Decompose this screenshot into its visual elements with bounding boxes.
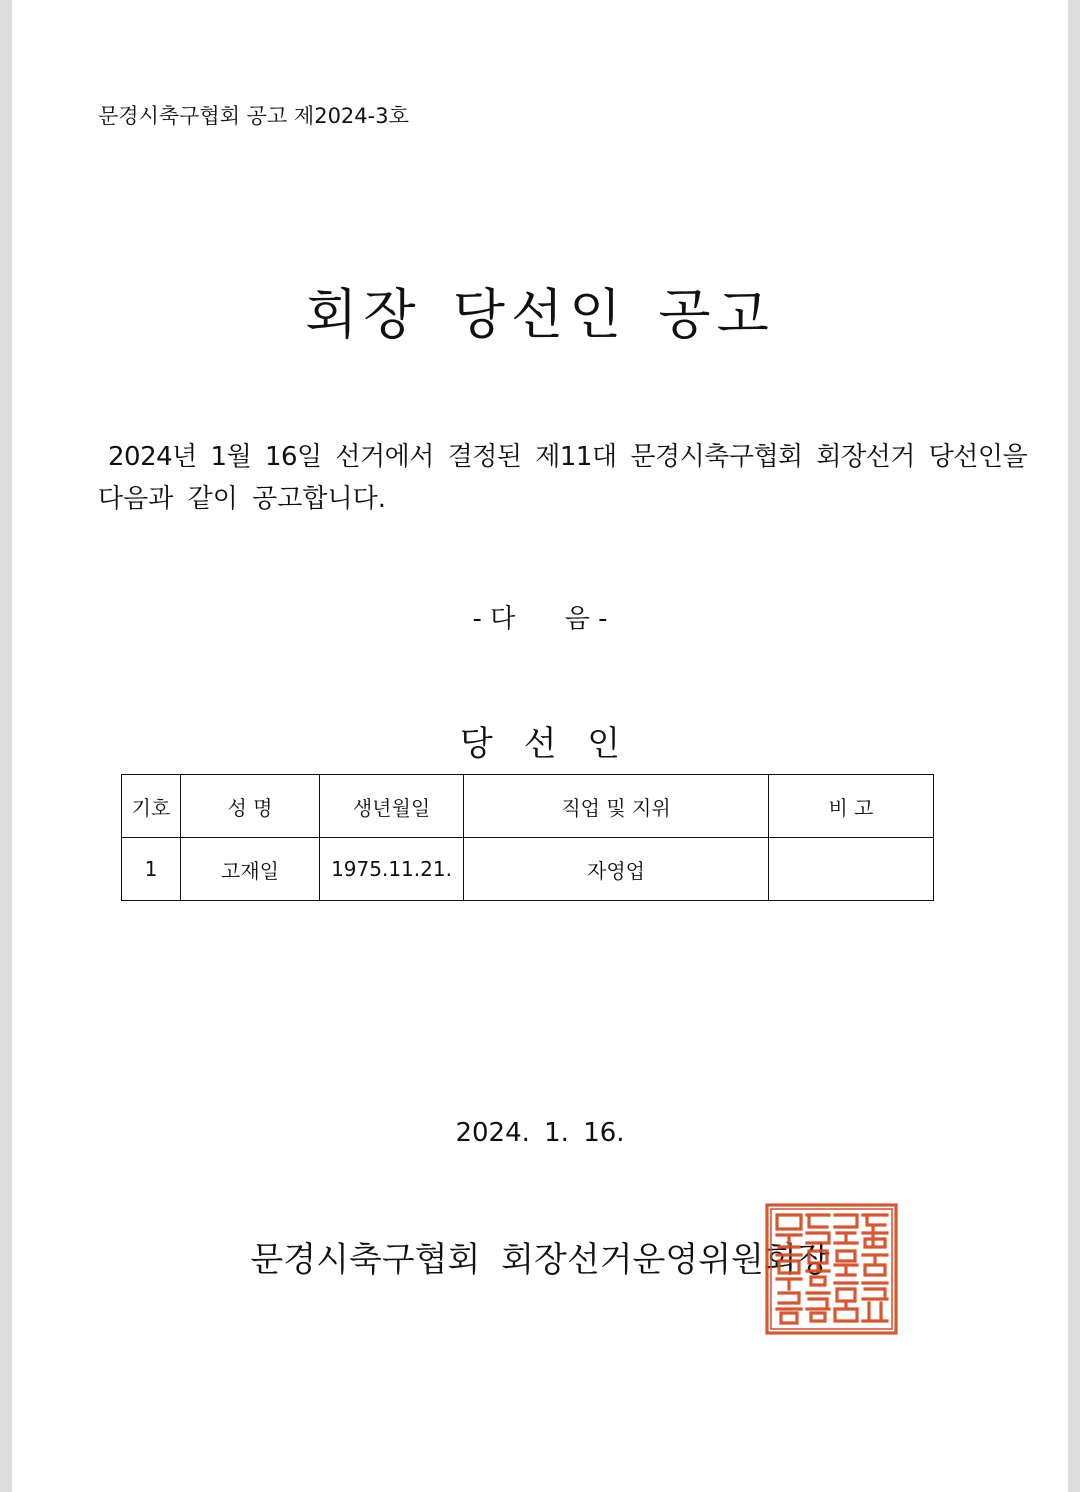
issuer-name: 문경시축구협회 회장선거운영위원회장: [250, 1240, 830, 1280]
notice-number: 문경시축구협회 공고 제2024-3호: [98, 104, 409, 128]
cell-name: 고재일: [181, 838, 320, 901]
header-name: 성 명: [181, 775, 320, 838]
header-birthdate: 생년월일: [320, 775, 464, 838]
document-page: [12, 0, 1068, 1492]
cell-number: 1: [122, 838, 181, 901]
header-occupation: 직업 및 지위: [464, 775, 769, 838]
header-number: 기호: [122, 775, 181, 838]
table-caption: 당 선 인: [459, 724, 631, 764]
body-line-1: 2024년 1월 16일 선거에서 결정된 제11대 문경시축구협회 회장선거 당선인을: [108, 442, 1028, 472]
official-seal-icon: [765, 1203, 898, 1335]
winner-table: [121, 774, 934, 901]
body-paragraph: [98, 436, 1028, 520]
notice-date: 2024. 1. 16.: [455, 1118, 625, 1148]
header-remarks: 비 고: [769, 775, 934, 838]
cell-birthdate: 1975.11.21.: [320, 838, 464, 901]
cell-remarks: [769, 838, 934, 901]
body-line-2: 다음과 같이 공고합니다.: [98, 484, 386, 514]
document-title: 회장 당선인 공고: [305, 283, 775, 346]
cell-occupation: 자영업: [464, 838, 769, 901]
table-row: [122, 838, 934, 901]
section-separator: - 다 음 -: [472, 604, 608, 634]
table-header-row: [122, 775, 934, 838]
